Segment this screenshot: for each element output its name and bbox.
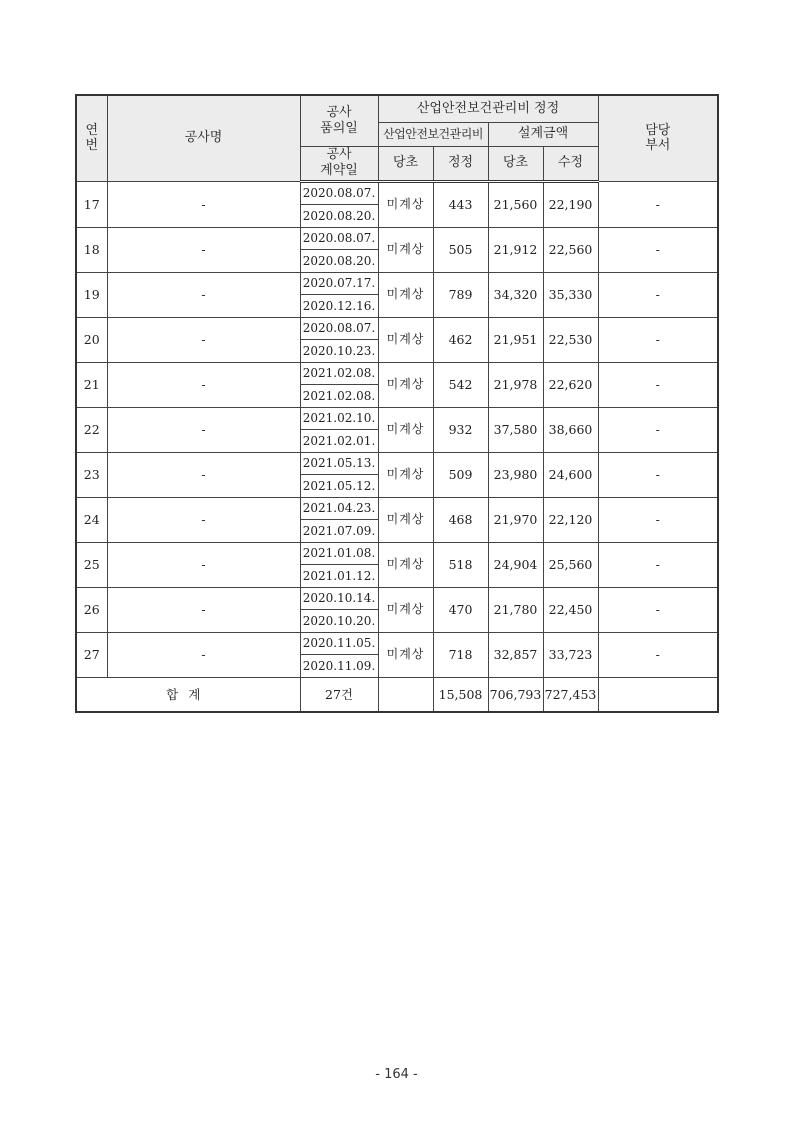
row-safety-original: 미계상 [378,542,433,587]
row-safety-revised: 505 [433,227,488,272]
total-count: 27건 [300,677,378,712]
row-safety-revised: 518 [433,542,488,587]
row-dept: - [598,497,718,542]
row-project-name: - [107,632,300,677]
row-approval-date: 2021.05.13. [300,452,378,475]
row-no: 23 [76,452,107,497]
table-row [76,497,718,520]
row-approval-date: 2021.01.08. [300,542,378,565]
row-safety-revised: 468 [433,497,488,542]
row-design-original: 21,780 [488,587,543,632]
row-design-original: 24,904 [488,542,543,587]
table-header [76,95,718,181]
row-approval-date: 2020.11.05. [300,632,378,655]
table-row [76,181,718,205]
row-no: 22 [76,407,107,452]
row-no: 17 [76,181,107,227]
row-contract-date: 2021.07.09. [300,520,378,543]
row-approval-date: 2020.10.14. [300,587,378,610]
total-label: 합계 [76,677,300,712]
row-project-name: - [107,452,300,497]
header-safety-adjustment: 산업안전보건관리비 정정 [378,95,598,122]
row-safety-original: 미계상 [378,407,433,452]
total-design-original: 706,793 [488,677,543,712]
row-safety-revised: 542 [433,362,488,407]
row-safety-revised: 509 [433,452,488,497]
table-row [76,542,718,565]
row-contract-date: 2020.10.20. [300,610,378,633]
row-approval-date: 2021.02.10. [300,407,378,430]
row-approval-date: 2021.02.08. [300,362,378,385]
row-dept: - [598,227,718,272]
row-no: 24 [76,497,107,542]
table-row [76,632,718,655]
row-safety-original: 미계상 [378,452,433,497]
row-approval-date: 2020.08.07. [300,181,378,205]
row-dept: - [598,362,718,407]
header-design-revised: 수정 [543,146,598,181]
total-safety-revised: 15,508 [433,677,488,712]
row-dept: - [598,587,718,632]
row-design-revised: 22,450 [543,587,598,632]
row-project-name: - [107,542,300,587]
row-dept: - [598,317,718,362]
row-design-revised: 22,560 [543,227,598,272]
row-no: 26 [76,587,107,632]
row-approval-date: 2020.08.07. [300,317,378,340]
header-design-amount: 설계금액 [488,122,598,146]
table-row [76,452,718,475]
row-safety-revised: 470 [433,587,488,632]
row-safety-original: 미계상 [378,497,433,542]
row-dept: - [598,542,718,587]
table-row [76,317,718,340]
row-contract-date: 2021.02.01. [300,430,378,453]
header-approval-date: 공사 품의일 [300,95,378,146]
row-project-name: - [107,272,300,317]
header-no: 연 번 [76,95,107,181]
table-body [76,181,718,677]
row-safety-revised: 462 [433,317,488,362]
header-safety-original: 당초 [378,146,433,181]
row-dept: - [598,452,718,497]
row-safety-revised: 443 [433,181,488,227]
row-design-revised: 22,120 [543,497,598,542]
header-contract-date: 공사 계약일 [300,146,378,181]
row-design-original: 21,560 [488,181,543,227]
header-safety-cost: 산업안전보건관리비 [378,122,488,146]
safety-cost-correction-table [75,94,719,713]
total-safety-original [378,677,433,712]
row-design-original: 32,857 [488,632,543,677]
header-design-original: 당초 [488,146,543,181]
row-design-revised: 22,620 [543,362,598,407]
row-design-revised: 38,660 [543,407,598,452]
row-safety-original: 미계상 [378,181,433,227]
row-safety-original: 미계상 [378,227,433,272]
row-design-original: 21,970 [488,497,543,542]
table-row [76,362,718,385]
row-approval-date: 2020.07.17. [300,272,378,295]
row-safety-original: 미계상 [378,587,433,632]
row-contract-date: 2020.10.23. [300,340,378,363]
row-design-revised: 33,723 [543,632,598,677]
row-design-revised: 35,330 [543,272,598,317]
row-safety-original: 미계상 [378,362,433,407]
header-safety-revised: 정정 [433,146,488,181]
row-contract-date: 2021.02.08. [300,385,378,408]
row-no: 19 [76,272,107,317]
row-no: 21 [76,362,107,407]
row-no: 18 [76,227,107,272]
total-design-revised: 727,453 [543,677,598,712]
row-dept: - [598,181,718,227]
row-dept: - [598,272,718,317]
row-design-revised: 25,560 [543,542,598,587]
row-design-original: 21,912 [488,227,543,272]
row-safety-original: 미계상 [378,632,433,677]
row-dept: - [598,632,718,677]
row-approval-date: 2020.08.07. [300,227,378,250]
row-project-name: - [107,497,300,542]
row-design-revised: 24,600 [543,452,598,497]
row-no: 20 [76,317,107,362]
row-design-original: 23,980 [488,452,543,497]
row-approval-date: 2021.04.23. [300,497,378,520]
row-contract-date: 2020.11.09. [300,655,378,678]
row-design-revised: 22,190 [543,181,598,227]
total-dept [598,677,718,712]
row-safety-original: 미계상 [378,272,433,317]
row-project-name: - [107,362,300,407]
table-row [76,587,718,610]
row-design-original: 21,978 [488,362,543,407]
row-safety-original: 미계상 [378,317,433,362]
row-project-name: - [107,407,300,452]
row-design-original: 34,320 [488,272,543,317]
table-row [76,272,718,295]
row-design-original: 21,951 [488,317,543,362]
row-project-name: - [107,227,300,272]
row-safety-revised: 932 [433,407,488,452]
table-row [76,407,718,430]
row-project-name: - [107,181,300,227]
row-contract-date: 2020.08.20. [300,250,378,273]
page-number: - 164 - [375,1067,418,1082]
row-no: 25 [76,542,107,587]
header-dept: 담당 부서 [598,95,718,181]
row-contract-date: 2020.12.16. [300,295,378,318]
row-design-original: 37,580 [488,407,543,452]
row-project-name: - [107,317,300,362]
total-row [76,677,718,712]
row-contract-date: 2021.05.12. [300,475,378,498]
row-project-name: - [107,587,300,632]
row-contract-date: 2020.08.20. [300,205,378,228]
row-contract-date: 2021.01.12. [300,565,378,588]
row-design-revised: 22,530 [543,317,598,362]
row-safety-revised: 789 [433,272,488,317]
row-safety-revised: 718 [433,632,488,677]
row-no: 27 [76,632,107,677]
table-row [76,227,718,250]
row-dept: - [598,407,718,452]
header-name: 공사명 [107,95,300,181]
